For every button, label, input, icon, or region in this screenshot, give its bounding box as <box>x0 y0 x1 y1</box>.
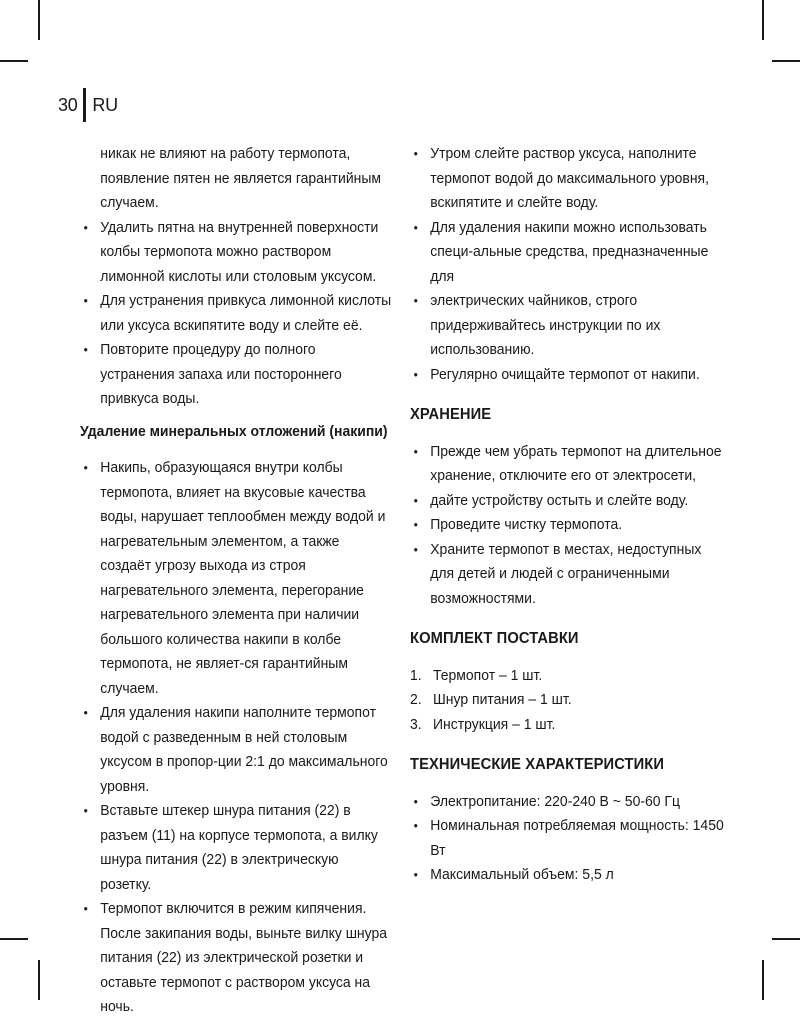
bullet-icon: • <box>413 293 418 308</box>
bullet-icon: • <box>413 517 418 532</box>
list-item: • Утром слейте раствор уксуса, наполните термопот водой до максимального уровня, вскипятите и слейте воду. <box>410 142 727 216</box>
item-number: 2. <box>410 691 422 708</box>
crop-mark-top-left <box>38 0 40 40</box>
list-item: • дайте устройству остыть и слейте воду. <box>410 489 727 514</box>
bullet-icon: • <box>83 342 88 357</box>
bullet-icon: • <box>413 492 418 508</box>
bullet-icon: • <box>413 146 418 161</box>
section-heading-specs: ТЕХНИЧЕСКИЕ ХАРАКТЕРИСТИКИ <box>410 756 665 773</box>
bullet-icon: • <box>83 219 88 235</box>
bullet-icon: • <box>413 443 418 459</box>
crop-mark-top-right-h <box>772 60 800 62</box>
crop-mark-top-right <box>762 0 764 40</box>
list-item: • Удалить пятна на внутренней поверхности колбы термопота можно раствором лимонной кислоты или столовым уксусом. <box>80 216 393 290</box>
bullet-icon: • <box>83 705 88 720</box>
right-column <box>410 142 727 888</box>
crop-mark-bottom-right <box>762 960 764 1000</box>
list-item: • Для устранения привкуса лимонной кислоты или уксуса вскипятите воду и слейте её. <box>80 289 393 338</box>
bullet-icon: • <box>413 818 418 833</box>
section-heading-package: КОМПЛЕКТ ПОСТАВКИ <box>410 630 579 647</box>
list-item: • Вставьте штекер шнура питания (22) в разъем (11) на корпусе термопота, а вилку шнура питания (22) в электрическую розетку. <box>80 799 393 897</box>
header-divider <box>83 88 86 122</box>
crop-mark-top-left-h <box>0 60 28 62</box>
page-header <box>58 88 118 122</box>
crop-mark-bottom-right-h <box>772 938 800 940</box>
list-item: • Храните термопот в местах, недоступных для детей и людей с ограниченными возможностями. <box>410 538 727 612</box>
list-item: • Для удаления накипи можно использовать специ-альные средства, предназначенные для <box>410 216 727 290</box>
language-label: RU <box>92 94 118 115</box>
left-column <box>80 142 393 1020</box>
list-item: • Электропитание: 220-240 В ~ 50-60 Гц <box>410 790 727 815</box>
list-item: • электрических чайников, строго придерживайтесь инструкции по их использованию. <box>410 289 727 363</box>
item-number: 1. <box>410 666 422 684</box>
list-item: • Максимальный объем: 5,5 л <box>410 863 727 888</box>
list-item: • Для удаления накипи наполните термопот водой с разведенным в ней столовым уксусом в пропор-ции 2:1 до максимального уровня. <box>80 701 393 799</box>
bullet-icon: • <box>83 803 88 818</box>
bullet-icon: • <box>83 901 88 916</box>
list-item: • Проведите чистку термопота. <box>410 513 727 538</box>
bullet-icon: • <box>413 366 418 382</box>
bullet-icon: • <box>83 460 88 475</box>
page-number: 30 <box>58 94 78 115</box>
bullet-icon: • <box>413 219 418 235</box>
bullet-icon: • <box>413 867 418 882</box>
section-heading-storage: ХРАНЕНИЕ <box>410 406 492 423</box>
continuation-text: никак не влияют на работу термопота, появление пятен не является гарантийным случаем. <box>100 145 382 211</box>
crop-mark-bottom-left-h <box>0 938 28 940</box>
bullet-icon: • <box>83 293 88 308</box>
bullet-icon: • <box>413 541 418 557</box>
numbered-item: 3. Инструкция – 1 шт. <box>410 713 727 738</box>
list-item: • Прежде чем убрать термопот на длительное хранение, отключите его от электросети, <box>410 440 727 489</box>
list-item: • Накипь, образующаяся внутри колбы термопота, влияет на вкусовые качества воды, нарушает теплообмен между водой и нагревательным элементом, а также создаёт угрозу выхода из строя нагревательного элемента, перегорание нагревательного элемента при наличии большого количества накипи в колбе термопота, не являет-ся гарантийным случаем. <box>80 456 393 701</box>
crop-mark-bottom-left <box>38 960 40 1000</box>
bullet-icon: • <box>413 793 418 809</box>
item-number: 3. <box>410 715 422 733</box>
numbered-item: 2. Шнур питания – 1 шт. <box>410 688 727 713</box>
numbered-item: 1. Термопот – 1 шт. <box>410 664 727 689</box>
list-item: • Номинальная потребляемая мощность: 1450 Вт <box>410 814 727 863</box>
list-item: • Регулярно очищайте термопот от накипи. <box>410 363 727 388</box>
list-item: • Термопот включится в режим кипячения. После закипания воды, выньте вилку шнура питания (22) из электрической розетки и оставьте термопот с раствором уксуса на ночь. <box>80 897 393 1020</box>
subheading-descaling: Удаление минеральных отложений (накипи) <box>80 422 388 440</box>
list-item: • Повторите процедуру до полного устранения запаха или постороннего привкуса воды. <box>80 338 393 412</box>
